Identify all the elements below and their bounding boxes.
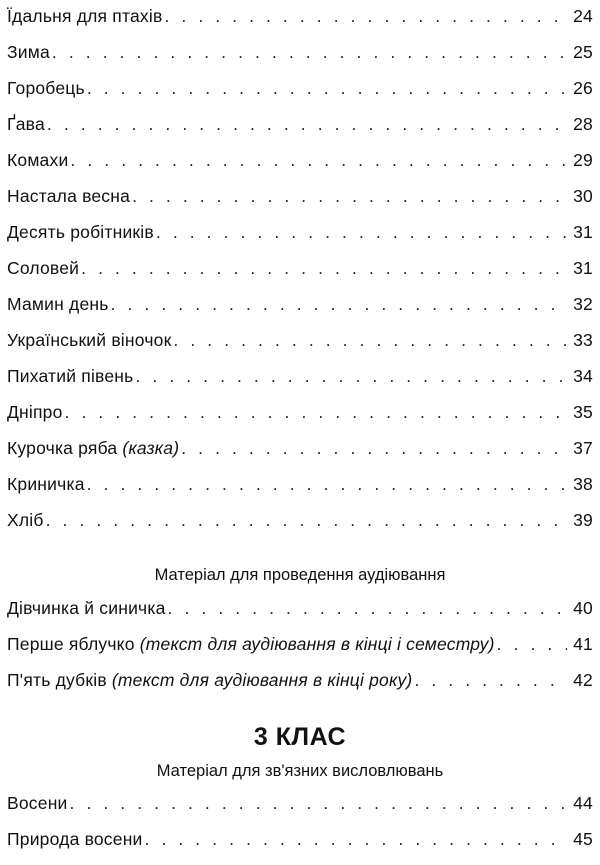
toc-entry-title-text: Криничка: [7, 474, 85, 494]
toc-entry-title-text: Пихатий півень: [7, 366, 134, 386]
section-heading-connected-speech: Матеріал для зв'язних висловлювань: [156, 762, 444, 780]
toc-entry-title: [7, 366, 133, 387]
toc-leader-dots: [145, 829, 567, 850]
toc-entry-title: [7, 634, 495, 655]
toc-entry-title-text: Мамин день: [7, 294, 109, 314]
toc-entry-page-number: 32: [573, 294, 593, 314]
toc-leader-dots: [156, 222, 567, 243]
toc-entry-title-text: Природа восени: [7, 829, 143, 849]
toc-entry-page-number: 41: [573, 634, 593, 654]
toc-list-section-b: [7, 598, 593, 706]
toc-entry-page-number: 31: [573, 258, 593, 278]
toc-entry-title-text: Комахи: [7, 150, 69, 170]
toc-entry-title: [7, 258, 79, 279]
toc-entry-page-number: 30: [573, 186, 593, 206]
toc-entry-page-number: 33: [573, 330, 593, 350]
toc-entry-title-text: Дівчинка й синичка: [7, 598, 166, 618]
toc-entry-note: (текст для аудіювання в кінці і семестру): [139, 634, 495, 654]
toc-entry-title: [7, 294, 109, 315]
toc-leader-dots: [70, 793, 567, 814]
toc-leader-dots: [70, 150, 567, 171]
toc-leader-dots: [497, 634, 567, 655]
toc-entry-title: [7, 829, 143, 850]
toc-entry-page-number: 35: [573, 402, 593, 422]
toc-entry: [7, 150, 593, 186]
grade-heading: 3 КЛАС: [253, 723, 347, 751]
toc-entry-page-number: 31: [573, 222, 593, 242]
toc-entry-title-text: П'ять дубків: [7, 670, 107, 690]
toc-entry: [7, 510, 593, 546]
toc-entry-title-text: Ґава: [7, 114, 45, 134]
toc-entry: [7, 258, 593, 294]
toc-entry-title: [7, 670, 412, 691]
toc-entry-page-number: 44: [573, 793, 593, 813]
toc-entry: [7, 438, 593, 474]
toc-leader-dots: [87, 78, 567, 99]
toc-entry-title: [7, 150, 68, 171]
toc-leader-dots: [414, 670, 567, 691]
toc-leader-dots: [87, 474, 567, 495]
toc-entry-page-number: 38: [573, 474, 593, 494]
toc-entry-title: [7, 438, 179, 459]
toc-leader-dots: [52, 42, 567, 63]
toc-entry-title: [7, 330, 171, 351]
toc-entry-note: (текст для аудіювання в кінці року): [111, 670, 413, 690]
toc-entry-page-number: 29: [573, 150, 593, 170]
toc-entry-page-number: 42: [573, 670, 593, 690]
toc-entry-title-text: Їдальня для птахів: [7, 6, 163, 26]
toc-entry-page-number: 24: [573, 6, 593, 26]
toc-entry: [7, 670, 593, 706]
toc-entry: [7, 634, 593, 670]
toc-entry: [7, 78, 593, 114]
toc-entry-title-text: Соловей: [7, 258, 80, 278]
toc-entry-title: [7, 78, 85, 99]
toc-leader-dots: [181, 438, 567, 459]
toc-leader-dots: [132, 186, 567, 207]
toc-entry-page-number: 45: [573, 829, 593, 849]
toc-entry-page-number: 37: [573, 438, 593, 458]
toc-list-section-a: [7, 6, 593, 546]
toc-entry-title-text: Восени: [7, 793, 68, 813]
toc-entry: [7, 366, 593, 402]
toc-entry: [7, 598, 593, 634]
toc-entry: [7, 793, 593, 829]
toc-entry: [7, 222, 593, 258]
toc-entry-title: [7, 42, 50, 63]
toc-entry-title-text: Український віночок: [7, 330, 172, 350]
toc-entry-title: [7, 402, 63, 423]
toc-list-section-c: [7, 793, 593, 865]
toc-leader-dots: [47, 114, 567, 135]
toc-entry-title: [7, 474, 85, 495]
toc-entry: [7, 186, 593, 222]
toc-leader-dots: [65, 402, 567, 423]
toc-entry-title: [7, 114, 45, 135]
toc-entry: [7, 829, 593, 865]
toc-entry-title-text: Хліб: [7, 510, 44, 530]
toc-entry-title: [7, 222, 154, 243]
toc-leader-dots: [135, 366, 567, 387]
toc-entry-title-text: Перше яблучко: [7, 634, 135, 654]
toc-leader-dots: [164, 6, 567, 27]
toc-entry: [7, 294, 593, 330]
toc-entry-title: [7, 6, 162, 27]
toc-entry: [7, 42, 593, 78]
toc-entry-title: [7, 510, 44, 531]
toc-leader-dots: [111, 294, 567, 315]
toc-entry-page-number: 25: [573, 42, 593, 62]
toc-entry-title-text: Курочка ряба: [7, 438, 118, 458]
toc-entry-title-text: Десять робітників: [7, 222, 154, 242]
section-heading-audio: Матеріал для проведення аудіювання: [154, 566, 446, 584]
toc-entry-title-text: Настала весна: [7, 186, 131, 206]
toc-entry-title: [7, 598, 166, 619]
toc-entry-title-text: Горобець: [7, 78, 85, 98]
toc-entry: [7, 6, 593, 42]
toc-leader-dots: [46, 510, 567, 531]
toc-entry-title-text: Дніпро: [7, 402, 63, 422]
toc-leader-dots: [173, 330, 567, 351]
toc-entry: [7, 330, 593, 366]
toc-entry-title: [7, 793, 68, 814]
toc-entry-page-number: 40: [573, 598, 593, 618]
toc-entry: [7, 402, 593, 438]
toc-entry: [7, 114, 593, 150]
toc-entry-page-number: 39: [573, 510, 593, 530]
toc-entry-page-number: 28: [573, 114, 593, 134]
toc-leader-dots: [81, 258, 567, 279]
toc-entry-page-number: 26: [573, 78, 593, 98]
toc-entry-title: [7, 186, 130, 207]
toc-entry-note: (казка): [122, 438, 180, 458]
toc-entry: [7, 474, 593, 510]
toc-entry-title-text: Зима: [7, 42, 50, 62]
toc-entry-page-number: 34: [573, 366, 593, 386]
toc-leader-dots: [168, 598, 567, 619]
